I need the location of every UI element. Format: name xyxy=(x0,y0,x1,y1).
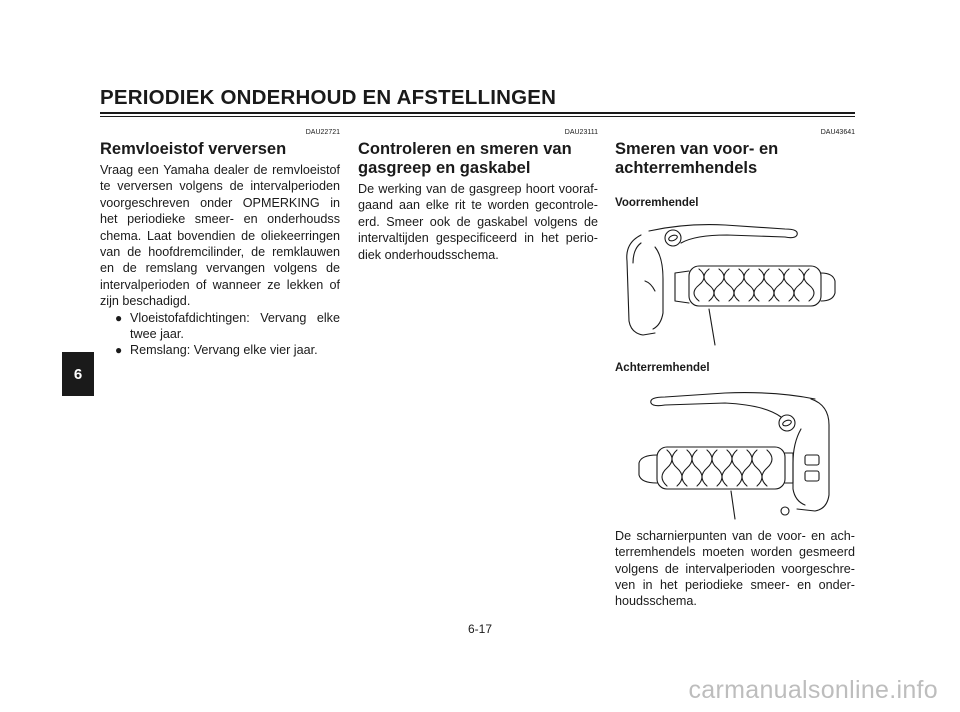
bullet-dot-icon: ● xyxy=(115,343,123,358)
section-brake-fluid xyxy=(100,128,340,359)
section-body: De werking van de gasgreep hoort vooraf-gaand aan elke rit te worden gecontrole-erd. Smeer ook de gaskabel volgens de intervaltijden gespecificeerd in het perio-diek onderhoudsschema. xyxy=(358,182,598,262)
section-heading: Remvloeistof verversen xyxy=(100,140,287,158)
section-throttle xyxy=(358,128,598,263)
section-code: DAU43641 xyxy=(820,129,855,136)
bullet-item: ● Vloeistofafdichtingen: Vervang elke twee jaar. xyxy=(115,310,340,342)
watermark: carmanualsonline.info xyxy=(688,676,938,704)
section-body: Vraag een Yamaha dealer de remvloeistof te verversen volgens de intervalperioden voorgeschreven onder OPMERKING in het periodieke smeer- en onderhoudss chema. Laat bovendien de oliekeerringen van de hoofdremcilinder, de remklauwen en de remslang vervangen volgens de intervalperioden of wanneer ze lekken of zijn beschadigd. xyxy=(100,163,340,309)
bullet-list xyxy=(100,310,340,359)
subheading-front-lever: Voorremhendel xyxy=(615,197,699,209)
front-brake-lever-illustration xyxy=(615,221,855,346)
section-heading: Smeren van voor- en achterremhendels xyxy=(615,140,779,177)
section-body: De scharnierpunten van de voor- en ach-terremhendels moeten worden gesmeerd volgens de intervalperioden voorgeschre-ven in het periodieke smeer- en onder-houdsschema. xyxy=(615,528,855,609)
subheading-rear-lever: Achterremhendel xyxy=(615,362,710,375)
title-rule-thin xyxy=(100,116,855,117)
section-code: DAU22721 xyxy=(305,129,340,136)
page-title: PERIODIEK ONDERHOUD EN AFSTELLINGEN xyxy=(100,86,557,109)
section-heading: Controleren en smeren van gasgreep en gaskabel xyxy=(358,140,572,177)
section-code: DAU23111 xyxy=(564,129,598,136)
rear-brake-lever-illustration xyxy=(615,385,855,520)
page-number: 6-17 xyxy=(467,622,493,636)
chapter-tab[interactable]: 6 xyxy=(62,352,94,396)
bullet-dot-icon: ● xyxy=(115,310,123,325)
title-rule-thick xyxy=(100,112,855,114)
section-brake-levers xyxy=(615,128,855,610)
bullet-item: ● Remslang: Vervang elke vier jaar. xyxy=(115,343,318,358)
